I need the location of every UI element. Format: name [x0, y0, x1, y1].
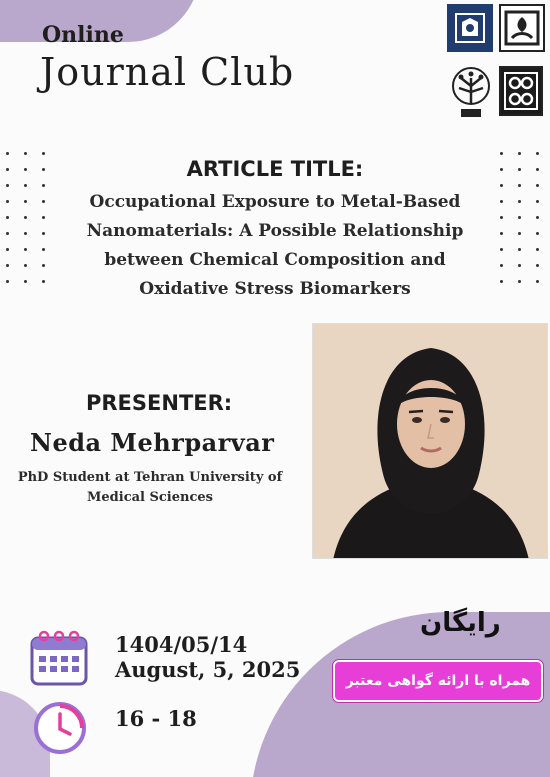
ministry-logo: [499, 4, 545, 52]
article-title-line: Oxidative Stress Biomarkers: [139, 279, 411, 299]
hope-logo: [449, 64, 493, 120]
institution-logos: [447, 4, 547, 122]
presenter-name: Neda Mehrparvar: [30, 428, 275, 457]
presenter-affiliation-line: Medical Sciences: [87, 490, 213, 505]
event-date-solar: 1404/05/14: [115, 632, 248, 657]
event-time: 16 - 18: [115, 706, 197, 731]
article-title-line: Occupational Exposure to Metal-Based: [89, 192, 461, 212]
certificate-label: همراه با ارائه گواهی معتبر: [345, 673, 531, 689]
presenter-heading: PRESENTER:: [86, 391, 233, 415]
presenter-affiliation-line: PhD Student at Tehran University of: [17, 470, 283, 485]
research-center-logo: [499, 66, 543, 116]
article-title-line: between Chemical Composition and: [104, 250, 446, 270]
calendar-icon: [28, 628, 90, 688]
article-title-heading: ARTICLE TITLE:: [186, 157, 364, 181]
article-title-line: Nanomaterials: A Possible Relationship: [86, 221, 464, 241]
certificate-badge: [333, 660, 543, 702]
online-label: Online: [42, 22, 124, 48]
free-label: رایگان: [420, 608, 501, 638]
event-date-gregorian: August, 5, 2025: [115, 657, 301, 682]
presenter-photo: [312, 323, 548, 559]
university-logo: [447, 4, 493, 52]
clock-icon: [32, 700, 88, 756]
journal-club-title: Journal Club: [40, 50, 295, 94]
